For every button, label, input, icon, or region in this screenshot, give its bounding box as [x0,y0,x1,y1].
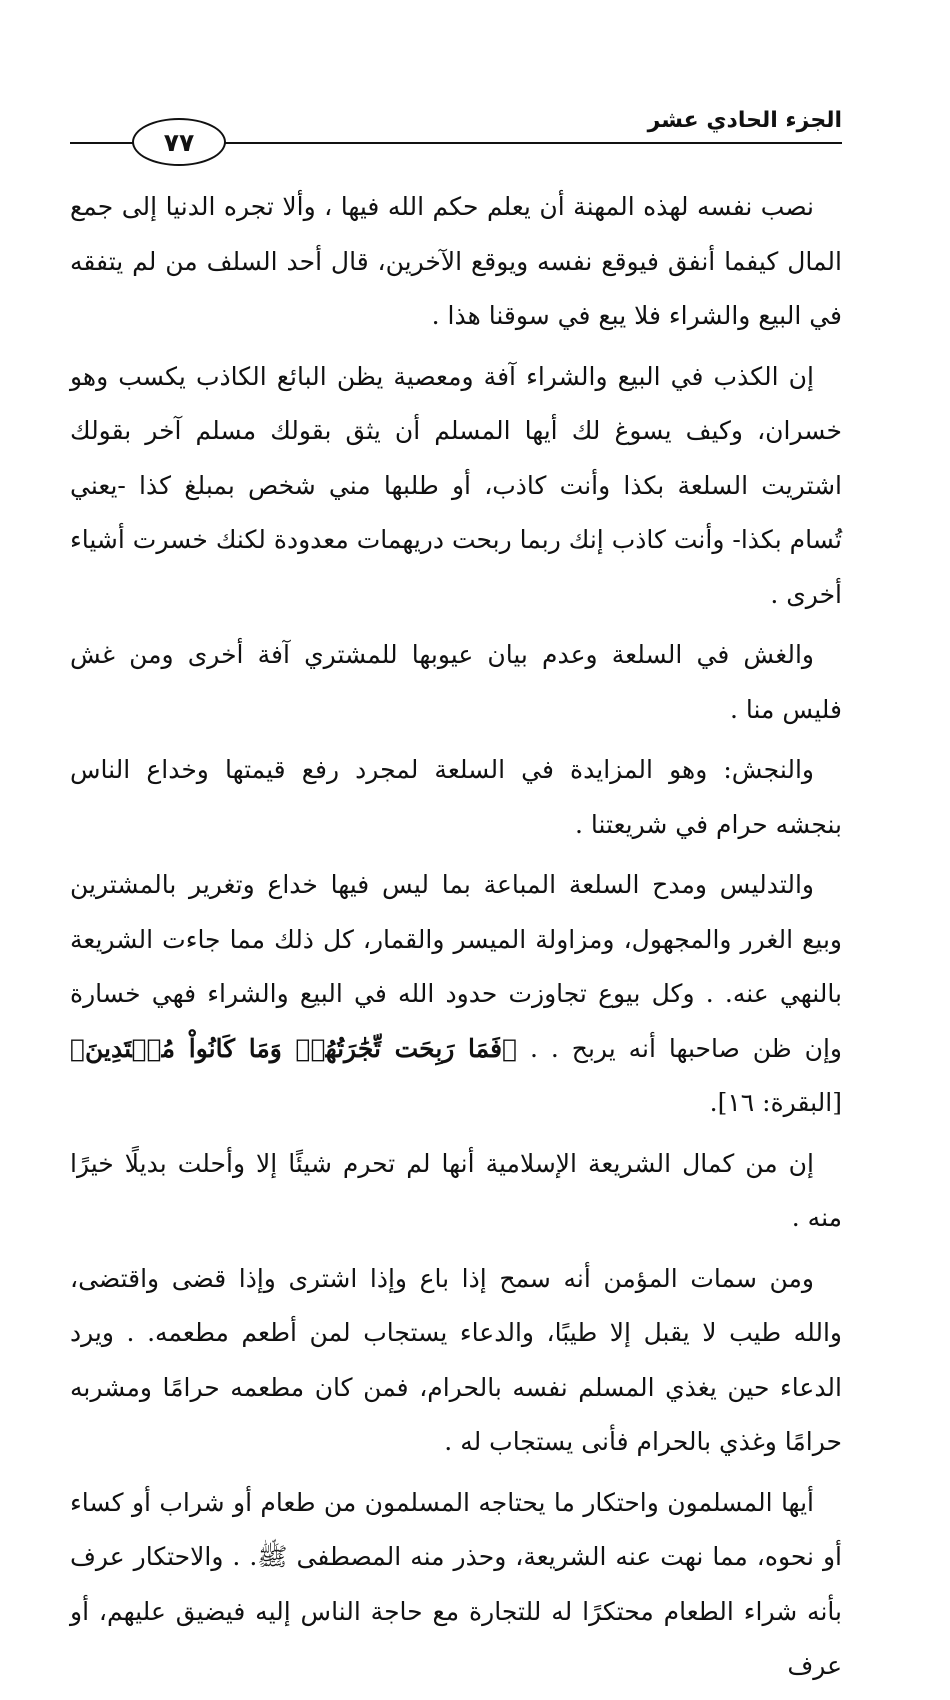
page-number-oval [132,118,226,166]
paragraph-8: أيها المسلمون واحتكار ما يحتاجه المسلمون من طعام أو شراب أو كساء أو نحوه، مما نهت عنه الشريعة، وحذر منه المصطفى ﷺ. . والاحتكار عرف بأنه شراء الطعام محتكرًا له للتجارة مع حاجة الناس إليه فيضيق عليهم، أو عرف [70,1487,842,1680]
quran-verse: ﴿فَمَا رَبِحَت تِّجَٰرَتُهُمۡ وَمَا كَانُواْ مُهۡتَدِينَ﴾ [70,1033,518,1063]
running-title: الجزء الحادي عشر [647,108,842,133]
paragraph-5-text: والتدليس ومدح السلعة المباعة بما ليس فيها خداع وتغرير بالمشترين وبيع الغرر والمجهول، ومزاولة الميسر والقمار، كل ذلك مما جاءت الشريعة بالنهي عنه. . وكل بيوع تجاوزت حدود الله في البيع والشراء فهي خسارة وإن ظن صاحبها أنه يربح . . [70,870,843,1063]
paragraph-7: ومن سمات المؤمن أنه سمح إذا باع وإذا اشترى وإذا قضى واقتضى، والله طيب لا يقبل إلا طيبًا، والدعاء يستجاب لمن أطعم مطعمه. . ويرد الدعاء حين يغذي المسلم نفسه بالحرام، فمن كان مطعمه حرامًا ومشربه حرامًا وغذي بالحرام فأنى يستجاب له . [70,1263,842,1456]
paragraph-6: إن من كمال الشريعة الإسلامية أنها لم تحرم شيئًا إلا وأحلت بديلًا خيرًا منه . [70,1148,842,1232]
paragraph-1: نصب نفسه لهذه المهنة أن يعلم حكم الله فيها ، وألا تجره الدنيا إلى جمع المال كيفما أنفق فيوقع نفسه ويوقع الآخرين، قال أحد السلف من لم يتفقه في البيع والشراء فلا يبع في سوقنا هذا . [70,192,842,330]
paragraph-5 [70,858,842,1131]
paragraph-3: والغش في السلعة وعدم بيان عيوبها للمشتري آفة أخرى ومن غش فليس منا . [70,640,842,724]
page-header [70,102,842,164]
paragraph-4: والنجش: وهو المزايدة في السلعة لمجرد رفع قيمتها وخداع الناس بنجشه حرام في شريعتنا . [70,755,842,839]
page-body [70,180,842,1700]
header-rule [220,142,842,144]
paragraph-2: إن الكذب في البيع والشراء آفة ومعصية يظن البائع الكاذب يكسب وهو خسران، وكيف يسوغ لك أيها المسلم أن يثق بقولك مسلم آخر بقولك اشتريت السلعة بكذا وأنت كاذب، أو طلبها مني شخص بمبلغ كذا -يعني تُسام بكذا- وأنت كاذب إنك ربما ربحت دريهمات معدودة لكنك خسرت أشياء أخرى . [70,361,842,609]
page-number: ٧٧ [163,127,195,157]
header-rule-tail [70,142,134,144]
verse-reference: [البقرة: ١٦]. [709,1088,842,1117]
